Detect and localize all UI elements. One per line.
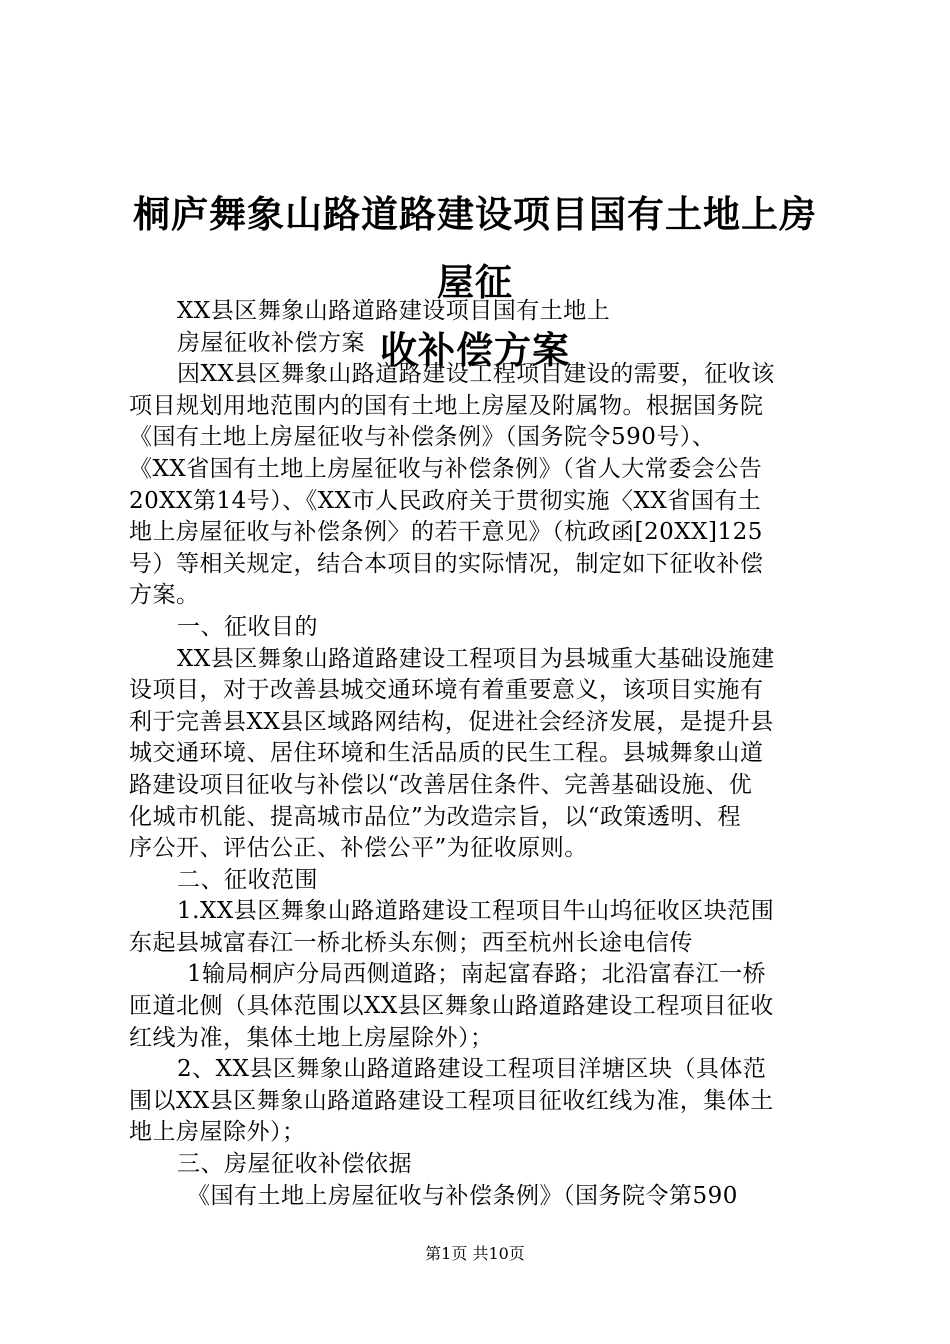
body-line: 地上房屋除外）； [129, 1119, 306, 1146]
body-line: 序公开、评估公正、补偿公平”为征收原则。 [129, 835, 588, 862]
page-footer: 第1页 共10页 [425, 1244, 525, 1263]
body-line: 《国有土地上房屋征收与补偿条例》（国务院令590号）、 [129, 424, 716, 451]
body-line: 城交通环境、居住环境和生活品质的民生工程。县城舞象山道 [129, 740, 764, 767]
document-body [129, 296, 829, 1212]
body-line: 2、XX县区舞象山路道路建设工程项目洋塘区块（具体范 [177, 1056, 767, 1083]
body-line: XX县区舞象山路道路建设工程项目为县城重大基础设施建 [177, 645, 775, 672]
body-line: XX县区舞象山路道路建设项目国有土地上 [177, 298, 611, 324]
body-line: 围以XX县区舞象山路道路建设工程项目征收红线为准，集体土 [129, 1087, 774, 1114]
body-line: 项目规划用地范围内的国有土地上房屋及附属物。根据国务院 [129, 392, 764, 419]
body-line: 房屋征收补偿方案 [177, 329, 365, 356]
body-line: 利于完善县XX县区域路网结构，促进社会经济发展，是提升县 [129, 708, 774, 735]
section-heading: 三、房屋征收补偿依据 [177, 1151, 412, 1178]
body-line: 路建设项目征收与补偿以“改善居住条件、完善基础设施、优 [129, 771, 753, 798]
body-line: 方案。 [129, 582, 200, 609]
body-line: 设项目，对于改善县城交通环境有着重要意义，该项目实施有 [129, 677, 764, 704]
body-line: 20XX第14号）、《XX市人民政府关于贯彻实施〈XX省国有土 [129, 487, 762, 514]
body-line: 化城市机能、提高城市品位”为改造宗旨，以“政策透明、程 [129, 803, 742, 830]
title-line-2: 收补偿方案 [380, 328, 570, 372]
body-line: 地上房屋征收与补偿条例〉的若干意见》（杭政函[20XX]125 [129, 519, 763, 546]
body-line: 《国有土地上房屋征收与补偿条例》（国务院令第590 [187, 1182, 738, 1209]
body-line: 红线为准，集体土地上房屋除外）； [129, 1024, 494, 1051]
body-line: 东起县城富春江一桥北桥头东侧；西至杭州长途电信传 [129, 929, 693, 956]
body-line: 1.XX县区舞象山路道路建设工程项目牛山坞征收区块范围 [177, 898, 775, 925]
body-line: 1输局桐庐分局西侧道路；南起富春路；北沿富春江一桥 [187, 961, 767, 988]
section-heading: 一、征收目的 [177, 613, 318, 640]
body-line: 匝道北侧（具体范围以XX县区舞象山路道路建设工程项目征收 [129, 993, 774, 1020]
title-line-1: 桐庐舞象山路道路建设项目国有土地上房屋征 [133, 192, 817, 304]
body-line: 《XX省国有土地上房屋征收与补偿条例》（省人大常委会公告 [129, 455, 763, 482]
section-heading: 二、征收范围 [177, 866, 318, 893]
body-line: 因XX县区舞象山路道路建设工程项目建设的需要，征收该 [177, 361, 775, 388]
body-line: 号）等相关规定，结合本项目的实际情况，制定如下征收补偿 [129, 550, 764, 577]
